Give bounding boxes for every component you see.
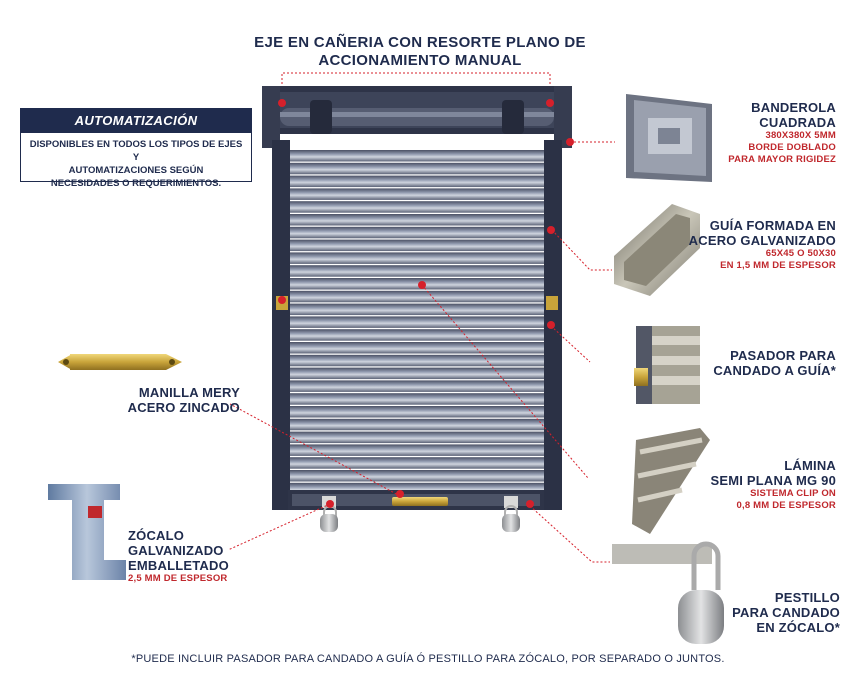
shutter-slat (290, 227, 544, 239)
zocalo-label (128, 528, 268, 585)
automatizacion-line2: AUTOMATIZACIONES SEGÚN (68, 165, 204, 176)
shutter-drum (262, 86, 572, 148)
zocalo-line2: GALVANIZADO (128, 543, 224, 558)
shutter-slat (290, 316, 544, 328)
automatizacion-line3: NECESIDADES O REQUERIMIENTOS. (50, 178, 222, 189)
guia-line2: ACERO GALVANIZADO (688, 233, 836, 248)
banderola-sub1: 380X380X 5MM (765, 130, 836, 141)
zocalo-sub1: 2,5 MM DE ESPESOR (128, 573, 228, 584)
shutter-slat (290, 457, 544, 469)
shutter-slat (290, 368, 544, 380)
lamina-line1: LÁMINA (784, 458, 836, 473)
automatizacion-heading: AUTOMATIZACIÓN (21, 109, 251, 133)
pasador-line2: CANDADO A GUÍA* (713, 363, 836, 378)
shutter-slat (290, 252, 544, 264)
shutter-slat (290, 470, 544, 482)
pasador-line1: PASADOR PARA (730, 348, 836, 363)
shutter-slat (290, 329, 544, 341)
zocalo-line3: EMBALLETADO (128, 558, 229, 573)
shutter-slat (290, 304, 544, 316)
shutter-slats (290, 150, 544, 494)
pasador-label (706, 348, 836, 378)
shutter-slat (290, 240, 544, 252)
manilla-image (58, 354, 182, 370)
banderola-sub3: PARA MAYOR RIGIDEZ (728, 154, 836, 165)
shutter-slat (290, 214, 544, 226)
banderola-sub2: BORDE DOBLADO (748, 142, 836, 153)
banderola-label (696, 100, 836, 166)
lamina-sub1: SISTEMA CLIP ON (750, 488, 836, 499)
lamina-label (696, 458, 836, 512)
guia-line1: GUÍA FORMADA EN (709, 218, 836, 233)
zocalo-image (48, 484, 126, 580)
lamina-sub2: 0,8 MM DE ESPESOR (736, 500, 836, 511)
manilla-label (100, 385, 240, 415)
shutter-slat (290, 355, 544, 367)
shutter-slat (290, 419, 544, 431)
manilla-line2: ACERO ZINCADO (127, 400, 240, 415)
footnote: *PUEDE INCLUIR PASADOR PARA CANDADO A GUÍA Ó PESTILLO PARA ZÓCALO, POR SEPARADO O JUNTOS. (131, 653, 725, 665)
guia-label (686, 218, 836, 272)
banderola-line1: BANDEROLA (751, 100, 836, 115)
pestillo-image (612, 544, 724, 644)
shutter-slat (290, 406, 544, 418)
automatizacion-line1: DISPONIBLES EN TODOS LOS TIPOS DE EJES Y (29, 139, 243, 163)
shutter-slat (290, 278, 544, 290)
manilla-line1: MANILLA MERY (138, 385, 240, 400)
pestillo-label (720, 590, 840, 635)
pestillo-line1: PESTILLO (774, 590, 840, 605)
shutter-slat (290, 432, 544, 444)
diagram-title (230, 34, 610, 70)
pestillo-line3: EN ZÓCALO* (756, 620, 840, 635)
pestillo-line2: PARA CANDADO (732, 605, 840, 620)
shutter-slat (290, 265, 544, 277)
shutter-slat (290, 188, 544, 200)
automatizacion-box (20, 108, 252, 189)
diagram-title-line2: ACCIONAMIENTO MANUAL (318, 52, 522, 69)
shutter-slat (290, 176, 544, 188)
zocalo-line1: ZÓCALO (128, 528, 185, 543)
lamina-line2: SEMI PLANA MG 90 (710, 473, 836, 488)
handle-on-shutter (392, 497, 448, 506)
shutter-slat (290, 150, 544, 162)
shutter-slat (290, 444, 544, 456)
shutter-slat (290, 393, 544, 405)
guia-sub1: 65X45 O 50X30 (765, 248, 836, 259)
automatizacion-text (21, 133, 251, 190)
shutter-slat (290, 201, 544, 213)
pasador-image (634, 326, 700, 404)
banderola-line2: CUADRADA (759, 115, 836, 130)
guia-sub2: EN 1,5 MM DE ESPESOR (720, 260, 836, 271)
shutter-slat (290, 163, 544, 175)
shutter-slat (290, 291, 544, 303)
diagram-title-line1: EJE EN CAÑERIA CON RESORTE PLANO DE (254, 34, 586, 51)
shutter-slat (290, 342, 544, 354)
